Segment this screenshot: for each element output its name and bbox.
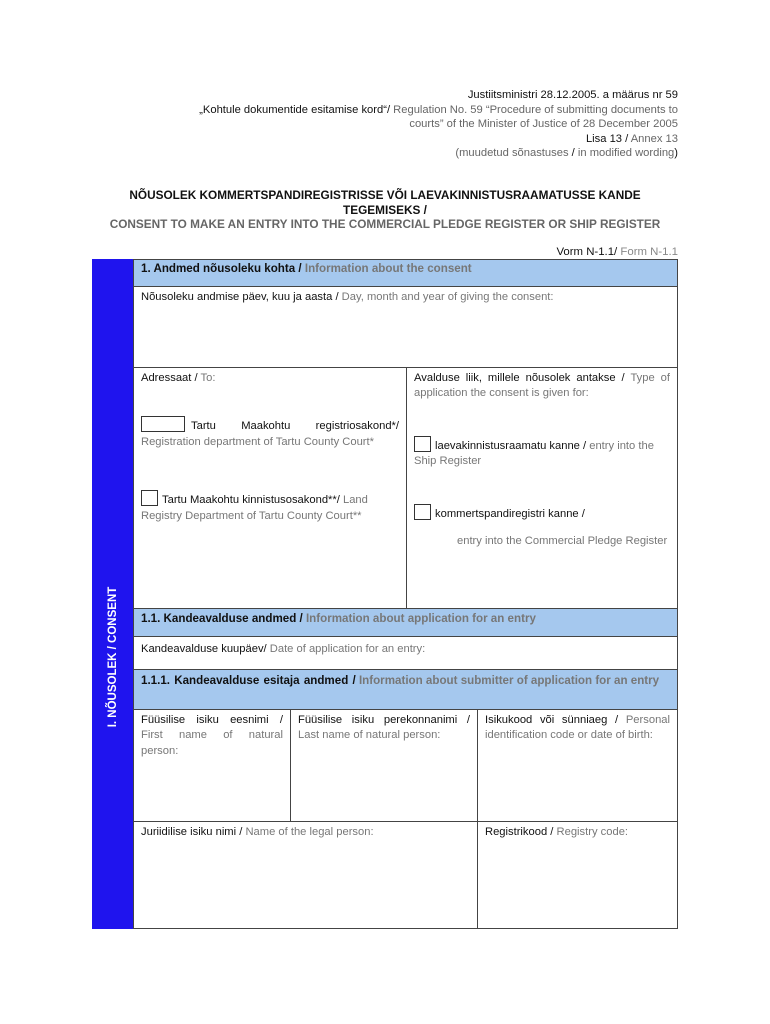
legal-person-name-field[interactable] bbox=[134, 822, 478, 928]
form-number bbox=[556, 246, 678, 258]
wording-en: in modified wording bbox=[577, 147, 675, 160]
addressee-cell bbox=[134, 368, 407, 608]
first-name-field[interactable] bbox=[134, 710, 291, 822]
regulation-title-en-cont: courts” of the Minister of Justice of 28 December 2005 bbox=[409, 118, 678, 131]
consent-form bbox=[133, 259, 678, 929]
form-number-en: Form N-1.1 bbox=[617, 246, 678, 258]
personal-id-label-et: Isikukood või sünniaeg / bbox=[485, 714, 619, 726]
last-name-field[interactable] bbox=[291, 710, 478, 822]
option-tartu-land-registry-et: Tartu Maakohtu kinnistusosakond**/ bbox=[162, 494, 340, 507]
wording-et: (muudetud sõnastuses bbox=[455, 147, 569, 160]
registry-code-field[interactable] bbox=[478, 822, 677, 928]
option-ship-register-et: laevakinnistusraamatu kanne / bbox=[435, 439, 587, 452]
addressee-label bbox=[141, 371, 399, 386]
personal-id-label-en: Personal identification code or date of birth: bbox=[485, 714, 670, 742]
option-commercial-pledge-en: entry into the Commercial Pledge Register bbox=[457, 535, 668, 548]
registry-code-label-et: Registrikood / bbox=[485, 826, 554, 838]
document-title-et: NÕUSOLEK KOMMERTSPANDIREGISTRISSE VÕI LAEVAKINNISTUSRAAMATUSSE KANDE TEGEMISEKS / bbox=[129, 188, 641, 217]
wording-sep: / bbox=[568, 147, 578, 160]
section-1-1-title-et: 1.1. Kandeavalduse andmed / bbox=[141, 612, 303, 625]
wording-close: ) bbox=[674, 147, 678, 160]
annex-line bbox=[199, 132, 678, 147]
section-1-title-en: Information about the consent bbox=[301, 262, 472, 275]
application-date-label-en: Date of application for an entry: bbox=[266, 643, 426, 655]
annex-en: Annex 13 bbox=[628, 132, 678, 145]
legal-person-label-en: Name of the legal person: bbox=[242, 826, 374, 838]
section-1-1-1-title-et: 1.1.1. Kandeavalduse esitaja andmed / bbox=[141, 674, 356, 687]
section-1-1-1-heading bbox=[134, 670, 677, 710]
application-date-field[interactable] bbox=[134, 637, 677, 670]
first-name-label-en: First name of natural person: bbox=[141, 729, 283, 757]
regulation-title-en: Regulation No. 59 “Procedure of submitting documents to bbox=[390, 103, 678, 116]
registry-code-label-en: Registry code: bbox=[553, 826, 629, 838]
regulation-line: Justiitsministri 28.12.2005. a määrus nr 59 bbox=[467, 89, 678, 101]
last-name-label-en: Last name of natural person: bbox=[298, 729, 441, 742]
form-number-et: Vorm N-1.1/ bbox=[556, 246, 618, 258]
section-1-heading bbox=[134, 260, 677, 287]
option-tartu-land-registry-en: Land Registry Department of Tartu County Court** bbox=[141, 494, 368, 522]
option-ship-register[interactable] bbox=[414, 436, 670, 470]
option-tartu-land-registry[interactable] bbox=[141, 490, 399, 524]
side-band-label: I. NÕUSOLEK / CONSENT bbox=[107, 586, 119, 728]
regulation-title-line bbox=[199, 103, 678, 118]
option-tartu-registration-en: Registration department of Tartu County Court* bbox=[141, 435, 374, 448]
first-name-label-et: Füüsilise isiku eesnimi / bbox=[141, 714, 283, 726]
consent-date-label-en: Day, month and year of giving the consent: bbox=[338, 291, 554, 303]
addressee-label-en: To: bbox=[197, 372, 216, 384]
document-title-en: CONSENT TO MAKE AN ENTRY INTO THE COMMERCIAL PLEDGE REGISTER OR SHIP REGISTER bbox=[109, 217, 661, 232]
section-1-1-1-title-en: Information about submitter of application for an entry bbox=[355, 674, 660, 687]
wording-line bbox=[199, 146, 678, 161]
section-1-1-heading bbox=[134, 608, 677, 637]
option-commercial-pledge[interactable] bbox=[414, 504, 670, 550]
consent-date-field[interactable] bbox=[134, 287, 677, 368]
annex-et: Lisa 13 / bbox=[585, 132, 629, 145]
option-tartu-registration[interactable] bbox=[141, 416, 399, 450]
application-type-cell bbox=[407, 368, 677, 608]
checkbox-registration-dept[interactable] bbox=[141, 416, 185, 432]
regulation-header bbox=[199, 88, 678, 161]
addressee-label-et: Adressaat / bbox=[141, 372, 198, 384]
checkbox-ship-register[interactable] bbox=[414, 436, 431, 452]
application-type-label bbox=[414, 371, 670, 402]
option-commercial-pledge-et: kommertspandiregistri kanne / bbox=[435, 507, 585, 520]
section-1-1-title-en: Information about application for an entry bbox=[302, 612, 536, 625]
application-date-label-et: Kandeavalduse kuupäev/ bbox=[141, 643, 267, 655]
section-1-title-et: 1. Andmed nõusoleku kohta / bbox=[141, 262, 302, 275]
legal-person-label-et: Juriidilise isiku nimi / bbox=[141, 826, 243, 838]
checkbox-land-registry[interactable] bbox=[141, 490, 158, 506]
document-title bbox=[100, 188, 670, 232]
last-name-label-et: Füüsilise isiku perekonnanimi / bbox=[298, 714, 470, 726]
option-ship-register-en: entry into the Ship Register bbox=[414, 439, 654, 468]
section-side-band bbox=[92, 259, 134, 929]
application-type-label-en: Type of application the consent is given for: bbox=[414, 372, 670, 400]
option-tartu-registration-et: Tartu Maakohtu registriosakond*/ bbox=[191, 420, 399, 433]
application-type-label-et: Avalduse liik, millele nõusolek antakse / bbox=[414, 372, 625, 384]
regulation-title-et: „Kohtule dokumentide esitamise kord“/ bbox=[199, 103, 391, 116]
personal-id-field[interactable] bbox=[478, 710, 677, 822]
consent-date-label-et: Nõusoleku andmise päev, kuu ja aasta / bbox=[141, 291, 339, 303]
checkbox-commercial-pledge[interactable] bbox=[414, 504, 431, 520]
